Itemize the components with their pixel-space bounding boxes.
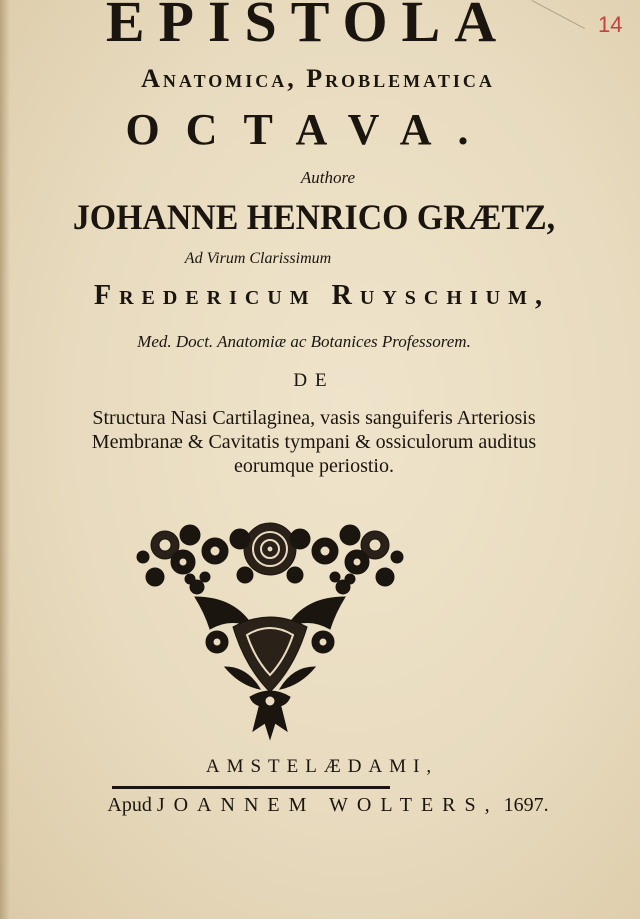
title-main: EPISTOLA — [105, 0, 511, 54]
subject-prefix: DE — [293, 370, 335, 391]
page-number-mark: 14 — [598, 12, 623, 37]
title-subtitle: Anatomica, Problematica — [141, 64, 495, 93]
author-name: JOHANNE HENRICO GRÆTZ, — [72, 197, 556, 237]
author-label: Authore — [300, 168, 356, 187]
dedicatee-titles: Med. Doct. Anatomiæ ac Botanices Professorem. — [137, 332, 471, 351]
subject-line: Membranæ & Cavitatis tympani & ossiculorum auditus — [91, 431, 537, 453]
imprint-city: AMSTELÆDAMI, — [205, 756, 439, 777]
subject-text — [0, 406, 634, 478]
imprint-apud: Apud — [107, 794, 152, 816]
dedication-intro: Ad Virum Clarissimum — [184, 250, 332, 267]
floral-basket-ornament-icon — [135, 517, 405, 742]
imprint-rule — [112, 786, 390, 789]
title-ordinal: OCTAVA. — [125, 105, 495, 154]
imprint-printer: JOANNEM WOLTERS, — [156, 794, 499, 816]
subject-line: eorumque periostio. — [234, 455, 394, 477]
imprint-line — [8, 794, 640, 817]
imprint-year: 1697. — [503, 794, 549, 816]
subject-line: Structura Nasi Cartilaginea, vasis sanguiferis Arteriosis — [92, 407, 536, 429]
dedicatee-name: Fredericum Ruyschium, — [94, 280, 550, 311]
